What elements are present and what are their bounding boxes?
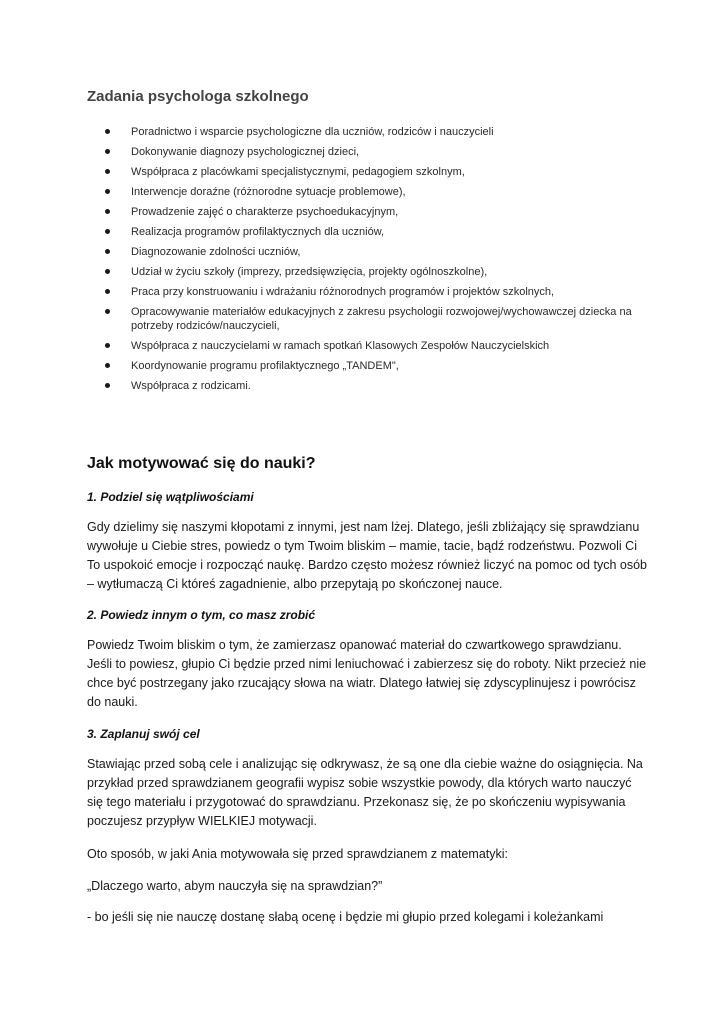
list-item: Prowadzenie zajęć o charakterze psychoedukacyjnym, xyxy=(103,205,643,219)
bullet-icon xyxy=(105,383,110,388)
section-2-title: 2. Powiedz innym o tym, co masz zrobić xyxy=(87,608,316,622)
list-item: Współpraca z nauczycielami w ramach spotkań Klasowych Zespołów Nauczycielskich xyxy=(103,339,643,353)
list-item: Diagnozowanie zdolności uczniów, xyxy=(103,245,643,259)
bullet-icon xyxy=(105,269,110,274)
bullet-icon xyxy=(105,363,110,368)
list-item: Koordynowanie programu profilaktycznego „TANDEM", xyxy=(103,359,643,373)
list-item: Współpraca z placówkami specjalistycznymi, pedagogiem szkolnym, xyxy=(103,165,643,179)
list-item: Dokonywanie diagnozy psychologicznej dzieci, xyxy=(103,145,643,159)
bullet-icon xyxy=(105,249,110,254)
bullet-icon xyxy=(105,229,110,234)
bullet-icon xyxy=(105,149,110,154)
bullet-icon xyxy=(105,129,110,134)
list-item: Poradnictwo i wsparcie psychologiczne dla uczniów, rodziców i nauczycieli xyxy=(103,125,643,139)
answer-paragraph: - bo jeśli się nie nauczę dostanę słabą ocenę i będzie mi głupio przed kolegami i koleżankami xyxy=(87,910,604,924)
bullet-icon xyxy=(105,289,110,294)
list-item: Udział w życiu szkoły (imprezy, przedsięwzięcia, projekty ogólnoszkolne), xyxy=(103,265,643,279)
bullet-icon xyxy=(105,209,110,214)
question-paragraph: „Dlaczego warto, abym nauczyła się na sprawdzian?” xyxy=(87,879,383,893)
section-1-text: Gdy dzielimy się naszymi kłopotami z innymi, jest nam lżej. Dlatego, jeśli zbliżający się sprawdzianu wywołuje u Ciebie stres, powiedz o tym Twoim bliskim – mamie, tacie, bądź rodzeństwu. Pozwoli Ci To uspokoić emocje i rozpocząć naukę. Bardzo często możesz również liczyć na pomoc od tych osób – wytłumaczą Ci któreś zagadnienie, albo przepytają po skończonej nauce. xyxy=(87,520,647,591)
section-1-title: 1. Podziel się wątpliwościami xyxy=(87,490,254,504)
bullet-icon xyxy=(105,169,110,174)
list-item: Opracowywanie materiałów edukacyjnych z zakresu psychologii rozwojowej/wychowawczej dziecka na potrzeby rodziców/nauczycieli, xyxy=(103,305,643,333)
tasks-list xyxy=(103,125,643,393)
example-paragraph: Oto sposób, w jaki Ania motywowała się przed sprawdzianem z matematyki: xyxy=(87,847,509,861)
heading-motivation: Jak motywować się do nauki? xyxy=(87,455,316,472)
bullet-icon xyxy=(105,309,110,314)
section-3-text: Stawiając przed sobą cele i analizując się odkrywasz, że są one dla ciebie ważne do osiągnięcia. Na przykład przed sprawdzianem geografii wypisz sobie wszystkie powody, dla których warto nauczyć się tego materiału i przygotować do sprawdzianu. Przekonasz się, że po skończeniu wypisywania poczujesz przypływ WIELKIEJ motywacji. xyxy=(87,757,643,828)
list-item: Interwencje doraźne (różnorodne sytuacje problemowe), xyxy=(103,185,643,199)
bullet-icon xyxy=(105,343,110,348)
list-item: Realizacja programów profilaktycznych dla uczniów, xyxy=(103,225,643,239)
list-item: Praca przy konstruowaniu i wdrażaniu różnorodnych programów i projektów szkolnych, xyxy=(103,285,643,299)
heading-school-psychologist-tasks: Zadania psychologa szkolnego xyxy=(87,88,309,105)
list-item: Współpraca z rodzicami. xyxy=(103,379,643,393)
bullet-icon xyxy=(105,189,110,194)
section-2-text: Powiedz Twoim bliskim o tym, że zamierzasz opanować materiał do czwartkowego sprawdzianu. Jeśli to powiesz, głupio Ci będzie przed nimi leniuchować i zabierzesz się do roboty. Nikt przecież nie chce być postrzegany jako rzucający słowa na wiatr. Dlatego łatwiej się zdyscyplinujesz i powrócisz do nauki. xyxy=(87,638,647,709)
section-3-title: 3. Zaplanuj swój cel xyxy=(87,727,200,741)
